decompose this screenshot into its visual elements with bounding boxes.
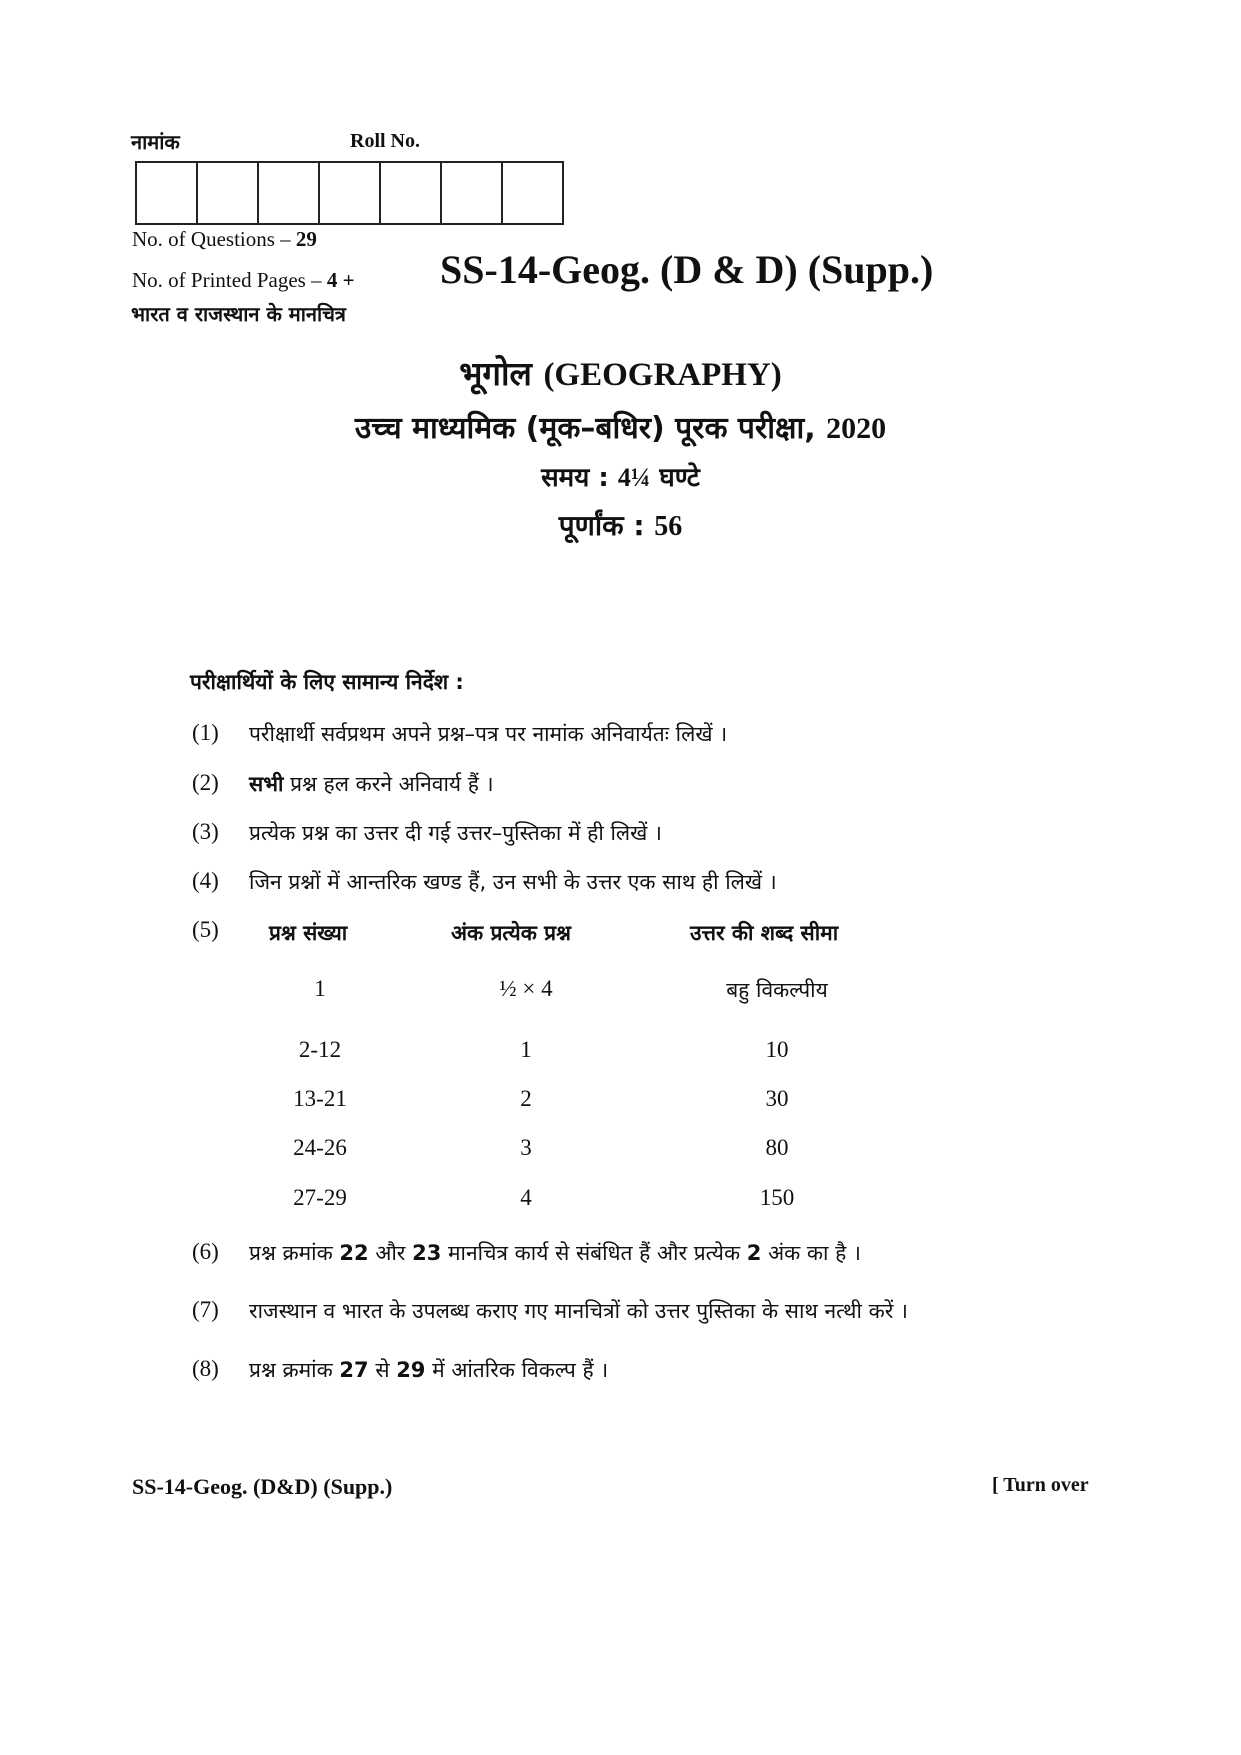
instruction-number: (2) — [192, 770, 219, 795]
instruction-text-part: और — [368, 1241, 413, 1265]
table-cell: 1 — [314, 976, 326, 1001]
printed-pages — [132, 268, 355, 293]
subject-title — [0, 350, 1241, 395]
instruction-text-part: प्रश्न क्रमांक — [249, 1241, 340, 1265]
table-cell: 4 — [520, 1185, 532, 1210]
table-header-marks-each: अंक प्रत्येक प्रश्न — [451, 921, 571, 945]
instruction-text: प्रत्येक प्रश्न का उत्तर दी गई उत्तर–पुस्तिका में ही लिखें । — [249, 821, 662, 845]
roll-number-box[interactable] — [198, 161, 259, 225]
table-cell: 80 — [765, 1135, 789, 1160]
instruction-number: (8) — [192, 1356, 219, 1381]
roll-number-box[interactable] — [320, 161, 381, 225]
instruction-text — [249, 1239, 861, 1267]
instruction-text-part: अंक का है । — [761, 1241, 861, 1265]
turn-over-note: [ Turn over — [992, 1474, 1089, 1496]
table-cell: 2-12 — [298, 1037, 342, 1062]
time-label: समय : — [541, 463, 618, 493]
subject-hindi: भूगोल — [459, 354, 544, 393]
question-count — [132, 227, 317, 252]
time-value: 4¼ — [617, 463, 651, 492]
instruction-number: (6) — [192, 1239, 219, 1264]
instruction-text-rest: प्रश्न हल करने अनिवार्य हैं । — [283, 772, 494, 796]
instruction-number-ref: 27 — [339, 1358, 369, 1382]
paper-code: SS-14-Geog. (D & D) (Supp.) — [440, 247, 934, 292]
time-unit: घण्टे — [650, 463, 700, 493]
instruction-text-part: से — [368, 1358, 397, 1382]
instruction-number-ref: 23 — [412, 1241, 442, 1265]
instruction-text — [249, 1356, 608, 1384]
roll-number-label: Roll No. — [350, 130, 420, 152]
roll-number-box[interactable] — [503, 161, 564, 225]
instruction-number-ref: 22 — [339, 1241, 369, 1265]
table-cell: 27-29 — [293, 1185, 347, 1210]
table-cell: बहु विकल्पीय — [726, 978, 828, 1002]
footer-paper-code: SS-14-Geog. (D&D) (Supp.) — [132, 1474, 393, 1499]
roll-number-box[interactable] — [259, 161, 320, 225]
roll-number-box[interactable] — [381, 161, 442, 225]
table-header-question-number: प्रश्न संख्या — [269, 921, 348, 945]
table-cell: 1 — [520, 1037, 532, 1062]
roll-number-box[interactable] — [442, 161, 503, 225]
roll-number-box[interactable] — [137, 161, 198, 225]
table-cell: ½ × 4 — [499, 976, 553, 1001]
instruction-text-part: प्रश्न क्रमांक — [249, 1358, 340, 1382]
subject-english: (GEOGRAPHY) — [543, 357, 782, 393]
instruction-text: राजस्थान व भारत के उपलब्ध कराए गए मानचित्रों को उत्तर पुस्तिका के साथ नत्थी करें । — [249, 1299, 908, 1323]
instruction-text — [249, 770, 494, 798]
instruction-number: (3) — [192, 819, 219, 844]
max-marks — [0, 506, 1241, 544]
instruction-number: (7) — [192, 1297, 219, 1322]
table-header-word-limit: उत्तर की शब्द सीमा — [690, 921, 839, 945]
instruction-text: जिन प्रश्नों में आन्तरिक खण्ड हैं, उन सभी के उत्तर एक साथ ही लिखें । — [249, 870, 777, 894]
instruction-number: (4) — [192, 868, 219, 893]
printed-pages-label: No. of Printed Pages – — [132, 268, 327, 292]
instructions-heading: परीक्षार्थियों के लिए सामान्य निर्देश : — [190, 670, 464, 694]
exam-name: उच्च माध्यमिक (मूक–बधिर) पूरक परीक्षा, — [354, 411, 827, 446]
question-count-label: No. of Questions – — [132, 227, 296, 251]
table-cell: 30 — [765, 1086, 789, 1111]
instruction-number: (1) — [192, 720, 219, 745]
question-count-value: 29 — [295, 227, 317, 251]
marks-value: 56 — [654, 511, 683, 542]
instruction-text-part: में आंतरिक विकल्प हैं । — [425, 1358, 609, 1382]
table-cell: 150 — [759, 1185, 795, 1210]
roll-number-boxes — [135, 161, 564, 225]
instruction-text: परीक्षार्थी सर्वप्रथम अपने प्रश्न–पत्र पर नामांक अनिवार्यतः लिखें । — [249, 722, 728, 746]
exam-time — [0, 458, 1241, 494]
table-cell: 2 — [520, 1086, 532, 1111]
table-cell: 3 — [520, 1135, 532, 1160]
instruction-number: (5) — [192, 917, 219, 942]
instruction-text-part: मानचित्र कार्य से संबंधित हैं और प्रत्येक — [441, 1241, 747, 1265]
marks-label: पूर्णांक : — [558, 509, 655, 542]
instruction-emphasis: सभी — [249, 772, 284, 796]
table-cell: 13-21 — [293, 1086, 347, 1111]
table-cell: 24-26 — [293, 1135, 347, 1160]
printed-pages-value: 4 + — [326, 268, 355, 292]
maps-note: भारत व राजस्थान के मानचित्र — [131, 302, 346, 326]
instruction-number-ref: 29 — [396, 1358, 426, 1382]
roll-number-label-hindi: नामांक — [131, 130, 180, 154]
table-cell: 10 — [765, 1037, 789, 1062]
exam-year: 2020 — [826, 412, 887, 445]
exam-title — [0, 406, 1241, 447]
instruction-number-ref: 2 — [746, 1241, 762, 1265]
